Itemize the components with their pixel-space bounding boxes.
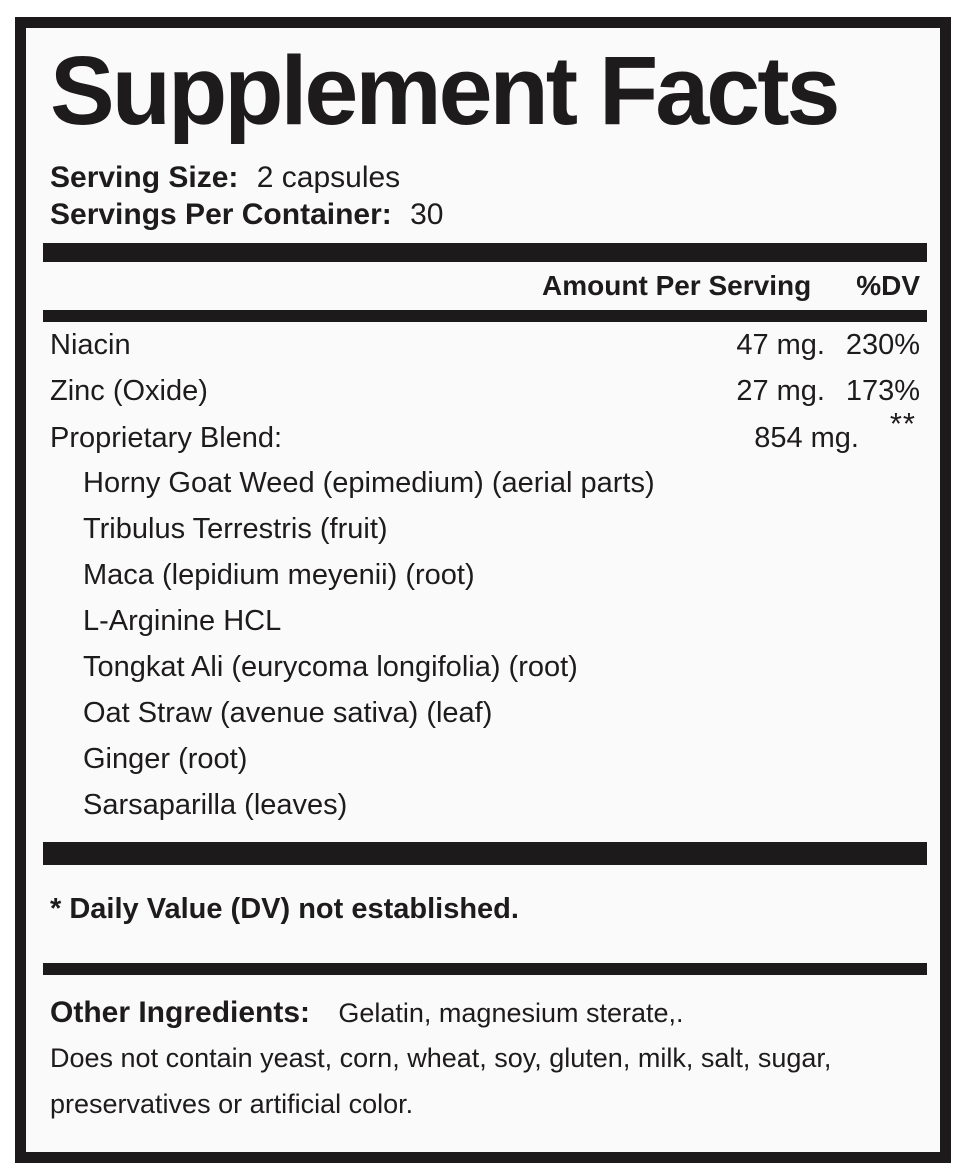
nutrient-dv: 173% <box>845 375 920 407</box>
servings-per-container-value: 30 <box>410 198 444 231</box>
disclaimer-line-1: Does not contain yeast, corn, wheat, soy, gluten, milk, salt, sugar, <box>50 1043 832 1073</box>
divider-medium-other <box>43 963 927 975</box>
divider-heavy-footnote <box>43 842 927 865</box>
blend-ingredient: Ginger (root) <box>83 743 248 775</box>
disclaimer-line-2: preservatives or artificial color. <box>50 1089 414 1119</box>
nutrient-amount: 27 mg. <box>736 375 825 407</box>
dv-header: %DV <box>856 270 920 301</box>
column-header-row <box>50 262 920 310</box>
nutrient-amount: 47 mg. <box>736 329 825 361</box>
supplement-facts-panel <box>15 17 951 1163</box>
blend-ingredient: Maca (lepidium meyenii) (root) <box>83 559 475 591</box>
daily-value-footnote: * Daily Value (DV) not established. <box>50 893 519 925</box>
other-ingredients-label: Other Ingredients: <box>50 996 311 1029</box>
serving-size-value: 2 capsules <box>256 161 401 194</box>
blend-ingredient: Oat Straw (avenue sativa) (leaf) <box>83 697 493 729</box>
nutrient-name: Niacin <box>50 329 131 361</box>
blend-ingredient: L-Arginine HCL <box>83 605 282 637</box>
other-ingredients-line <box>50 991 920 1035</box>
serving-size-line <box>50 159 920 196</box>
blend-ingredient: Tribulus Terrestris (fruit) <box>83 513 388 545</box>
divider-thick-top <box>43 243 927 262</box>
serving-info <box>50 159 920 233</box>
blend-ingredient: Sarsaparilla (leaves) <box>83 789 348 821</box>
page-title: Supplement Facts <box>50 36 838 145</box>
nutrient-row-zinc <box>50 368 920 414</box>
divider-medium-header <box>43 310 927 322</box>
nutrient-dv: 230% <box>845 329 920 361</box>
servings-per-container-label: Servings Per Container: <box>50 198 392 231</box>
serving-size-label: Serving Size: <box>50 161 239 194</box>
no-dv-asterisks: ** <box>889 406 916 441</box>
amount-per-serving-header: Amount Per Serving <box>542 270 812 301</box>
servings-per-container-line <box>50 196 920 233</box>
nutrient-name: Proprietary Blend: <box>50 422 283 454</box>
other-ingredients-value: Gelatin, magnesium sterate,. <box>338 998 684 1028</box>
nutrient-row-niacin <box>50 322 920 368</box>
blend-ingredient: Horny Goat Weed (epimedium) (aerial parts) <box>83 467 655 499</box>
nutrient-name: Zinc (Oxide) <box>50 375 208 407</box>
nutrient-amount: 854 mg. <box>754 422 859 454</box>
nutrient-row-proprietary-blend <box>50 406 920 460</box>
blend-ingredient: Tongkat Ali (eurycoma longifolia) (root) <box>83 651 578 683</box>
